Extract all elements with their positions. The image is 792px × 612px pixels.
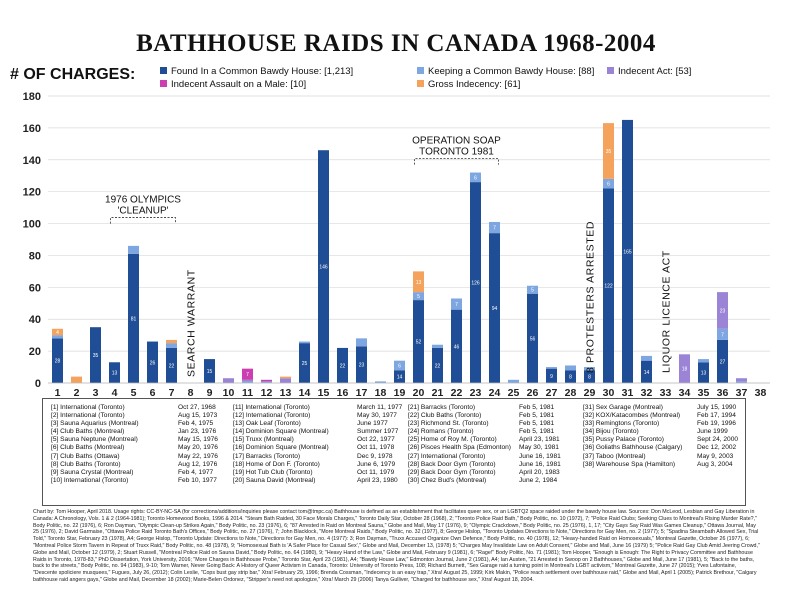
data-label: 35 (605, 149, 612, 156)
data-label: 15 (206, 369, 213, 376)
data-label: 22 (168, 363, 175, 370)
reference-row: [35] Pussy Palace (Toronto) Sept 24, 2000 (583, 436, 739, 444)
bar-segment (641, 356, 652, 361)
data-label: 8 (588, 374, 591, 381)
bar-segment (261, 380, 272, 382)
x-tick-label: 31 (621, 387, 634, 399)
bar-segment (508, 380, 519, 383)
x-tick-label: 26 (526, 387, 539, 399)
reference-row: [25] Home of Roy M. (Toronto) April 23, 1981 (408, 436, 560, 444)
data-label: 6 (474, 175, 477, 182)
raid-reference-table (42, 398, 746, 506)
x-tick-label: 21 (431, 387, 444, 399)
bar-segment (280, 377, 291, 379)
reference-row: [23] Richmond St. (Toronto) Feb 5, 1981 (408, 420, 555, 428)
y-tick-label: 40 (28, 314, 41, 327)
bar-segment (166, 343, 177, 348)
reference-row: [11] International (Toronto) March 11, 1977 (233, 404, 403, 411)
reference-row: [13] Oak Leaf (Toronto) June 1977 (233, 420, 388, 428)
annotation-label: 1976 OLYMPICS (105, 194, 181, 206)
x-tick-label: 33 (659, 387, 672, 399)
reference-row: [21] Barracks (Toronto) Feb 5, 1981 (408, 404, 555, 411)
reference-row: [9] Sauna Crystal (Montreal) Feb 4, 1977 (51, 468, 214, 476)
legend-label: Gross Indecency: [61] (428, 79, 521, 90)
x-tick-label: 38 (754, 387, 767, 399)
x-tick-label: 16 (336, 387, 349, 399)
reference-row: [26] Pisces Health Spa (Edmonton) May 30, 1981 (408, 444, 559, 452)
x-tick-label: 18 (374, 387, 387, 399)
data-label: 165 (623, 249, 632, 256)
legend-label: Keeping a Common Bawdy House: [88] (428, 66, 595, 77)
bar-segment (223, 378, 234, 383)
y-axis-label: # OF CHARGES: (10, 66, 136, 83)
data-label: 7 (246, 372, 249, 379)
bar-segment (128, 246, 139, 254)
y-tick-label: 120 (22, 186, 41, 199)
reference-row: [15] Truxx (Montreal) Oct 22, 1977 (233, 436, 395, 444)
chart-title: BATHHOUSE RAIDS IN CANADA 1968-2004 (136, 30, 656, 57)
bar-segment (546, 367, 557, 369)
reference-row: [31] Sex Garage (Montreal) July 15, 1990 (583, 404, 737, 411)
x-tick-label: 34 (678, 387, 691, 399)
annotation-label: OPERATION SOAP (412, 135, 501, 147)
x-tick-label: 4 (111, 387, 118, 399)
x-tick-label: 3 (92, 387, 99, 399)
reference-column-2 (233, 404, 403, 485)
data-label: 23 (358, 362, 365, 369)
x-tick-label: 28 (564, 387, 577, 399)
x-tick-label: 10 (222, 387, 235, 399)
x-tick-label: 29 (583, 387, 596, 399)
data-label: 56 (529, 336, 536, 343)
data-label: 7 (493, 225, 496, 232)
y-tick-label: 60 (28, 282, 41, 295)
reference-row: [1] International (Toronto) Oct 27, 1968 (51, 404, 216, 411)
reference-row: [28] Back Door Gym (Toronto) June 16, 1981 (408, 460, 561, 468)
reference-row: [29] Back Door Gym (Toronto) April 20, 1983 (408, 468, 560, 476)
data-label: 94 (491, 306, 498, 313)
x-tick-label: 32 (640, 387, 653, 399)
data-label: 13 (415, 279, 422, 286)
reference-row: [22] Club Baths (Toronto) Feb 5, 1981 (408, 412, 555, 420)
data-label: 35 (92, 353, 99, 360)
data-label: 25 (301, 361, 308, 368)
x-tick-label: 15 (317, 387, 330, 399)
x-tick-label: 8 (187, 387, 194, 399)
data-label: 18 (681, 366, 688, 373)
data-label: 5 (531, 287, 534, 294)
reference-row: [7] Club Baths (Ottawa) May 22, 1976 (51, 452, 218, 460)
x-tick-label: 23 (469, 387, 482, 399)
x-tick-label: 13 (279, 387, 292, 399)
data-label: 52 (415, 339, 422, 346)
y-tick-label: 140 (22, 154, 41, 167)
y-tick-label: 80 (28, 250, 41, 263)
reference-row: [32] KOX/Katacombes (Montreal) Feb 17, 1994 (583, 412, 736, 420)
reference-row: [3] Sauna Aquarius (Montreal) Feb 4, 1975 (51, 420, 214, 428)
vertical-annotation: SEARCH WARRANT (185, 269, 198, 377)
x-tick-label: 19 (393, 387, 406, 399)
data-label: 27 (719, 359, 726, 366)
x-tick-label: 5 (130, 387, 137, 399)
reference-row: [33] Remingtons (Toronto) Feb 19, 1996 (583, 420, 736, 428)
x-tick-label: 36 (716, 387, 729, 399)
reference-row: [20] Sauna David (Montreal) April 23, 1980 (233, 476, 398, 484)
x-tick-label: 9 (206, 387, 213, 399)
bar-segment (166, 340, 177, 343)
reference-row: [30] Chez Bud's (Montreal) June 2, 1984 (408, 476, 558, 484)
reference-row: [2] International (Toronto) Aug 15, 1973 (51, 412, 218, 420)
bar-segment (71, 377, 82, 383)
x-tick-label: 11 (241, 387, 254, 399)
x-tick-label: 1 (54, 387, 61, 399)
reference-column-4 (583, 404, 739, 469)
x-tick-label: 14 (298, 387, 311, 399)
data-label: 23 (719, 308, 726, 315)
data-label: 5 (417, 294, 420, 301)
reference-row: [10] International (Toronto) Feb 10, 1977 (51, 476, 217, 484)
reference-row: [38] Warehouse Spa (Hamilton) Aug 3, 2004 (583, 460, 733, 468)
legend-label: Indecent Assault on a Male: [10] (171, 79, 307, 90)
annotation-bracket (111, 218, 176, 224)
y-tick-label: 0 (34, 378, 41, 390)
data-label: 14 (396, 374, 403, 381)
reference-row: [24] Romans (Toronto) Feb 5, 1981 (408, 428, 555, 436)
legend-label: Found In a Common Bawdy House: [1,213] (171, 66, 354, 77)
reference-row: [4] Club Baths (Montreal) Jan 23, 1976 (51, 428, 217, 436)
data-label: 13 (700, 370, 707, 377)
reference-row: [6] Club Baths (Montreal) May 20, 1976 (51, 444, 218, 452)
data-label: 8 (569, 374, 572, 381)
x-tick-label: 2 (73, 387, 80, 399)
data-label: 6 (398, 363, 401, 370)
x-tick-label: 22 (450, 387, 463, 399)
data-label: 46 (453, 344, 460, 351)
x-tick-label: 35 (697, 387, 710, 399)
credits-and-sources: Chart by: Tom Hooper, April 2018. Usage rights: CC-BY-NC-SA (for corrections/additions/inquiries please contact tom@tmpc.ca) Bathhouse is defined as an establishment that facilitates queer sex, or an LGBTQ2 space raided under the bawdy house law. Sources: Don McLeod, Lesbian and Gay Liberation in Canada: A Chronology, Vols. 1 & 2 (1964-1981); Toronto Homewood Books, 1996 & 2014. "Steam Bath Raided, 30 Face Morals Charges," Toronto Daily Star, October 28 (1968), 2; "Toronto Police Raid Bath," Body Politic, no. 10 (1972), 7; "Police Raid Clubs; Seeking Clues to Montreal's Rising Murder Rate?," Body Politic, no. 22 (1976), 6; Ron Dayman, "Olympic Clean-up Strikes Again," Body Politic, no. 23 (1976), 6; "87 Arrested in Raid on Montreal Sauna," Globe and Mail, May 17 (1976), 9; "Olympic Crackdown," Body Politic, no. 25 (1976), 1, 17; "City Gays Say Raid Was Games Cleanup," Ottawa Journal, May 25 (1976), 2; David Garmaise, "Ottawa Police Raid Toronto Bath's Offices," Body Politic, no. 27 (1976), 7; John Blacklock, "More Montreal Raids," Body Politic, no. 32 (1977), 8; George Hislop, "Toronto Updates Directions to Note," Directions for Gay Men, no. 2 (1977); 5; "Spadina Steambath Allowed Sex, Trial Told," Toronto Star, February 23 (1978), A4; George Hislop, "Toronto Update: Directions to Note," Directions for Gay Men, no. 4 (1977): 3; Ron Dayman, "Truxx Accused Organize Own Defence," Body Politic, no. 40 (1978), 12; "Heavy-handed Raid on Homosexuals," Montreal Gazette, October 26 (1977), 6; "Montreal Police Storm Tavern in Repeat of Truxx Raid," Body Politic, no. 48 (1978), 9; "Homosexual Bath is 'A Safer Place for Casual Sex'," Globe and Mail, December 13, (1978) 5; "Charges May Invalidate Law on Adult Consent," Globe and Mail, June 16 (1979) 5; "Police Raid Gay Club Amid Jeering Crowd," Globe and Mail, October 12 (1979), 2; Stuart Russell, "Montreal Police Raid on Sauna David," Body Politic, no. 64 (1980), 9; "Heavy Hand of the Law," Globe and Mail, February 9 (1981), 6; "Rage!" Body Politic, No. 71 (1981); Tom Hooper, "Enough is Enough: The Right to Privacy Committee and Bathhouse Raids in Toronto, 1978-83," PhD Dissertation, York University, 2016; "More Charges in Bathhouse Probe," Toronto Star, April 23 (1981), A4; "Bawdy House Law," Edmonton Journal, June 2 (1981), A4; Ian Austen, "21 Arrested in Swoop on 2 Bathhouses," Globe and Mail, June 17 (1981), 5; "Back to the baths, back to the streets," Body Politic, no. 94 (1983), 9-10; Tom Warner, Never Going Back: A History of Queer Activism in Canada, Toronto: University of Toronto Press, 108; Richard Burnett, "Sex Garage raid a turning point in Montreal's LGBT activism," Montreal Gazette, June 27 (2015); Yves Lafontaine, "Descente spoliciere musquees," Fugues, July 26, (2012); Colin Leslie, "Cops bust gay strip bar," Xtra! February 29, 1996; Brenda Cossman, "Indecency is an easy trap," Xtra! August 25, 1999; Kirk Makin, "Police reach settlement over bathhouse raid," Globe and Mail, April 1 (2005); Patrick Brethour, "Calgary bathhouse raid angers gays," Globe and Mail, December 18 (2002); Marie-Belen Ordonez, "Stripper's need not apologize," Xtra! March 29 (2006) Tanya Gulliver, "Charged for bathhouse sex," Xtra! August 18, 2004. (33, 509, 760, 583)
x-tick-label: 12 (260, 387, 273, 399)
x-tick-label: 17 (355, 387, 368, 399)
x-tick-label: 30 (602, 387, 615, 399)
reference-row: [5] Sauna Neptune (Montreal) May 15, 1976 (51, 436, 218, 444)
data-label: 22 (434, 363, 441, 370)
y-tick-label: 180 (22, 91, 41, 103)
annotation-label: TORONTO 1981 (419, 146, 494, 158)
data-label: 122 (604, 283, 613, 290)
reference-row: [12] International (Toronto) May 30, 1977 (233, 412, 397, 420)
data-label: 146 (319, 264, 328, 271)
bar-segment (356, 338, 367, 346)
y-tick-label: 100 (22, 218, 41, 231)
bar-segment (242, 380, 253, 382)
data-label: 126 (471, 280, 480, 287)
reference-row: [36] Goliaths Bathhouse (Calgary) Dec 12, 2002 (583, 444, 737, 452)
x-tick-label: 37 (735, 387, 748, 399)
bar-segment (299, 342, 310, 344)
data-label: 26 (149, 360, 156, 367)
x-tick-label: 25 (507, 387, 520, 399)
reference-row: [8] Club Baths (Toronto) Aug 12, 1976 (51, 460, 218, 468)
y-tick-label: 20 (28, 346, 41, 359)
data-label: 9 (550, 373, 553, 380)
reference-row: [17] Barracks (Toronto) Dec 9, 1978 (233, 452, 393, 460)
annotation-label: 'CLEANUP' (117, 205, 169, 217)
data-label: 6 (607, 181, 610, 188)
vertical-annotation: 8 PROTESTERS ARRESTED (584, 220, 597, 373)
x-tick-label: 27 (545, 387, 558, 399)
reference-row: [16] Dominion Square (Montreal) Oct 11, 1978 (233, 444, 395, 452)
data-label: 4 (56, 329, 59, 336)
data-label: 7 (721, 332, 724, 339)
reference-column-1 (51, 404, 218, 485)
reference-row: [27] International (Toronto) June 16, 1981 (408, 452, 561, 460)
data-label: 13 (111, 370, 118, 377)
reference-row: [19] Hot Tub Club (Toronto) Oct 11, 1979 (233, 468, 395, 476)
x-tick-label: 6 (149, 387, 156, 399)
x-tick-label: 24 (488, 387, 501, 399)
x-tick-label: 20 (412, 387, 425, 399)
legend-label: Indecent Act: [53] (618, 66, 692, 77)
data-label: 81 (130, 316, 137, 323)
reference-row: [34] Bijou (Toronto) June 1999 (583, 428, 728, 436)
bar-segment (565, 365, 576, 370)
data-label: 22 (339, 363, 346, 370)
reference-row: [18] Home of Don F. (Toronto) June 6, 1979 (233, 460, 396, 468)
data-label: 28 (54, 358, 61, 365)
bar-segment (698, 359, 709, 362)
reference-column-3 (408, 404, 561, 485)
bar-segment (280, 378, 291, 383)
vertical-annotation: LIQUOR LICENCE ACT (660, 250, 673, 373)
reference-row: [37] Taboo (Montreal) May 9, 2003 (583, 452, 734, 460)
bar-segment (736, 378, 747, 381)
data-label: 7 (455, 302, 458, 309)
y-tick-label: 160 (22, 122, 41, 135)
bar-segment (432, 345, 443, 348)
x-tick-label: 7 (168, 387, 175, 399)
data-label: 14 (643, 369, 650, 376)
reference-row: [14] Dominion Square (Montreal) Summer 1977 (233, 428, 399, 436)
